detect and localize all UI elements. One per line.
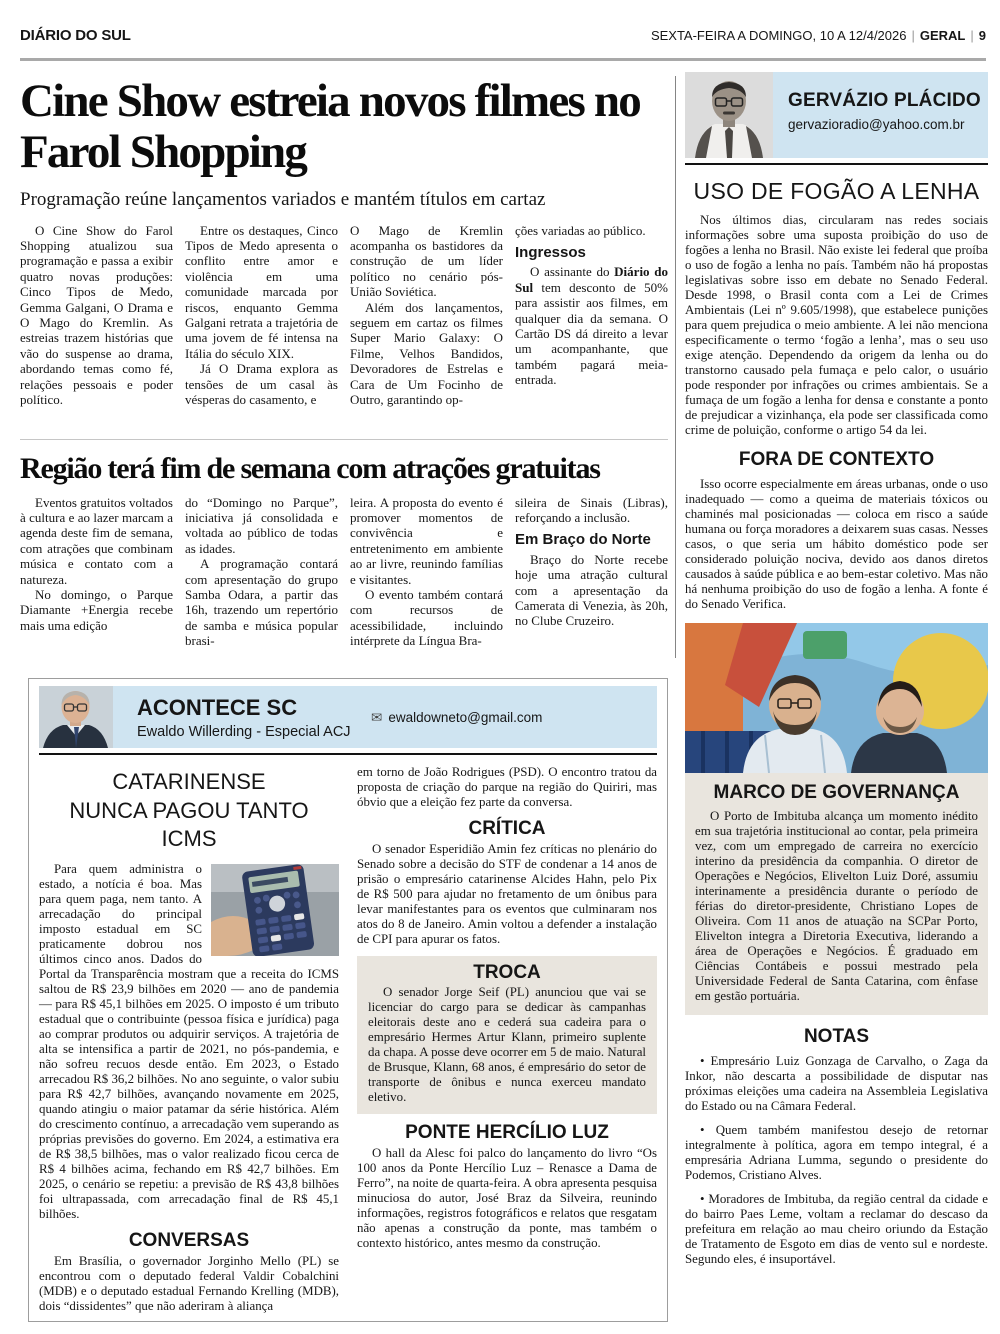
lead-col-2 — [185, 223, 338, 431]
icms-heading-line2: NUNCA PAGOU TANTO ICMS — [69, 797, 309, 852]
columnist-banner — [685, 72, 988, 158]
paragraph: O Mago de Kremlin acompanha os bastidores da construção de um líder político no cenário pós-União Soviética. — [350, 222, 503, 300]
subhead-fora-de-contexto: FORA DE CONTEXTO — [738, 449, 935, 470]
governance-box — [685, 623, 988, 1015]
acontece-byline: Ewaldo Willerding - Especial ACJ — [137, 723, 351, 740]
envelope-icon: ✉ — [371, 710, 383, 725]
author-photo — [39, 686, 113, 748]
paragraph: O Cine Show do Farol Shopping atualizou sua programação e passa a exibir quatro novas produções: Cinco Tipos de Medo, Gemma Galgani, O Drama e O Mago do Kremlin. As estreias trazem histórias que vão do suspense ao drama, abordando temas como fé, relações pessoais e poder político. — [20, 222, 173, 407]
nota-item: • Quem também manifestou desejo de retornar integralmente à política, agora em tempo integral, é a empresária Adriana Lumma, segundo o presidente do Podemos, Cristiano Alves. — [685, 1123, 988, 1182]
subhead-ponte-hercilio-luz: PONTE HERCÍLIO LUZ — [405, 1122, 609, 1143]
main-stories — [20, 70, 668, 661]
acontece-email-text: ewaldowneto@gmail.com — [388, 710, 543, 725]
weekend-col-1 — [20, 495, 173, 661]
weekend-col-3 — [350, 495, 503, 661]
weekend-body — [20, 495, 668, 661]
column-article-title: USO DE FOGÃO A LENHA — [693, 178, 980, 204]
weekend-col-4 — [515, 495, 668, 661]
notas-title: NOTAS — [803, 1026, 870, 1047]
text-run: O assinante do — [530, 264, 615, 280]
paragraph: em torno de João Rodrigues (PSD). O encontro tratou da proposta de criação do parque na região do Quiriri, mas óbvio que a eleição fez parte da conversa. — [357, 765, 657, 809]
subhead-conversas: CONVERSAS — [128, 1229, 250, 1251]
governance-title: MARCO DE GOVERNANÇA — [713, 782, 960, 803]
banner-rule — [685, 163, 988, 165]
paragraph: ções variadas ao público. — [515, 222, 646, 238]
paragraph: Já O Drama explora as tensões de um casal às vésperas do casamento, e — [185, 361, 338, 407]
masthead-rule — [20, 58, 986, 61]
acontece-id — [137, 695, 351, 740]
lead-deck: Programação reúne lançamentos variados e mantém títulos em cartaz — [20, 188, 546, 210]
paragraph: O Porto de Imbituba alcança um momento inédito em sua trajetória institucional ao contar, pela primeira vez, com um empregado de carreira no exercício interino da presidência da companhia. O diretor de Operações e Negócios, Elivelton Luiz Doré, assumiu interinamente a presidência durante o período de férias do diretor-presidente, Christiano Lopes de Oliveira. Com 11 anos de atuação na SCPar Porto, Elivelton integra a Diretoria Executiva, liderando a área de Operações e Negócios. É graduado em Ciências Contábeis e possui mestrado pela Universidade Federal de Santa Catarina, com ênfase em gestão portuária. — [695, 809, 978, 1003]
sidebar-column — [685, 72, 988, 1330]
acontece-col-left — [39, 765, 339, 1314]
paragraph: O evento também contará com recursos de acessibilidade, incluindo intérprete da Língua Bra- — [350, 586, 503, 649]
paragraph: Isso ocorre especialmente em áreas urbanas, onde o uso inadequado — como a queima de materiais tóxicos ou chaminés mal posicionadas — coloca em risco a saúde humana ou força moradores a deixarem suas casas. Nesses casos, o que seria um hábito doméstico pode ser considerado poluição nociva, devido aos danos diretos causados à saúde pública e ao bem-estar coletivo. Mas não há nenhuma proibição do uso de fogão a lenha. A fonte é do Senado Verifica. — [685, 477, 988, 611]
story-divider-rule — [20, 439, 668, 440]
paragraph: leira. A proposta do evento é promover momentos de convivência e entretenimento em ambiente ao ar livre, reunindo famílias e visitantes. — [350, 494, 503, 587]
calculator-photo — [211, 864, 339, 956]
acontece-banner — [39, 686, 657, 748]
subhead-braco-do-norte: Em Braço do Norte — [515, 531, 651, 549]
subhead-critica: CRÍTICA — [468, 818, 546, 839]
column-rule — [675, 76, 676, 658]
paragraph: Em Brasília, o governador Jorginho Mello (PL) se encontrou com o deputado federal Valdir Cobalchini (MDB) e o deputado estadual Fernando Krelling (MDB), dois “dissidentes” que não aderiram à aliança — [39, 1253, 339, 1313]
paragraph — [515, 264, 668, 387]
paper-name: DIÁRIO DO SUL — [20, 27, 131, 44]
nota-item: • Moradores de Imbituba, da região central da cidade e do bairro Paes Leme, voltam a reclamar do descaso da prefeitura em relação ao mau cheiro oriundo da Estação de Tratamento de Esgoto em dias de vento sul e nordeste. Segundo eles, é insuportável. — [685, 1192, 988, 1266]
paragraph: O hall da Alesc foi palco do lançamento do livro “Os 100 anos da Ponte Hercílio Luz – Renasce a Dama de Ferro”, na noite de quarta-feira. A obra apresenta pesquisa minuciosa do autor, José Braz da Silveira, reunindo informações, registros fotográficos e relatos que resgatam não apenas a construção da ponte, mas também o contexto histórico, antes mesmo da construção. — [357, 1146, 657, 1250]
edition-date: SEXTA-FEIRA A DOMINGO, 10 A 12/4/2026 — [650, 28, 907, 43]
paragraph: O senador Esperidião Amin fez críticas no plenário do Senado sobre a decisão do STF de condenar a 14 anos de prisão o empresário catarinense Alcides Hahn, pelo Pix de R$ 500 para ajudar no fretamento de um ônibus para levar manifestantes para os eventos que culminaram nos atos do 8 de Janeiro. Amin voltou a defender a instalação de CPI para apurar os fatos. — [357, 842, 657, 946]
subhead-troca: TROCA — [473, 962, 541, 983]
paragraph: do “Domingo no Parque”, iniciativa já consolidada e voltada ao público de todas as idades. — [185, 494, 338, 556]
weekend-col-2 — [185, 495, 338, 661]
acontece-columns — [39, 765, 657, 1314]
lead-col-3 — [350, 223, 503, 431]
section-label: GERAL — [919, 28, 966, 43]
nota-item: • Empresário Luiz Gonzaga de Carvalho, o Zaga da Inkor, não descarta a possibilidade de disputar nas próximas eleições uma cadeira na Assembleia Legislativa do Estado ou na Câmara Federal. — [685, 1054, 988, 1113]
page-number: 9 — [978, 28, 986, 43]
text-run: tem desconto de 50% para assistir aos filmes, em qualquer dia da semana. O Cartão DS dá direito a levar um acompanhante, que também pagará meia-entrada. — [515, 279, 668, 388]
lead-headline: Cine Show estreia novos filmes no Farol Shopping — [20, 75, 640, 178]
icms-heading-line1: CATARINENSE — [112, 769, 266, 794]
icms-body — [39, 862, 339, 1222]
paragraph: Além dos lançamentos, seguem em cartaz os filmes Super Mario Galaxy: O Filme, Velhos Bandidos, Devoradores de Estrelas e Cara de Um Focinho de Outro, garantindo op- — [350, 299, 503, 407]
text-run-bold: Diário do Sul — [515, 264, 668, 295]
weekend-headline: Região terá fim de semana com atrações gratuitas — [20, 451, 600, 485]
paragraph: A programação contará com apresentação do grupo Samba Odara, a partir das 16h, trazendo um repertório de samba e música popular brasi- — [185, 556, 338, 649]
paragraph: sileira de Sinais (Libras), reforçando a inclusão. — [515, 494, 668, 525]
subhead-ingressos: Ingressos — [515, 243, 586, 261]
governance-photo — [685, 623, 988, 773]
paragraph: No domingo, o Parque Diamante +Energia recebe mais uma edição — [20, 586, 173, 633]
paragraph: Eventos gratuitos voltados à cultura e ao lazer marcam a agenda deste fim de semana, com atrações que combinam música e contato com a natureza. — [20, 494, 173, 587]
edition-info — [651, 28, 986, 43]
columnist-id — [773, 72, 981, 158]
paragraph: Entre os destaques, Cinco Tipos de Medo apresenta o conflito entre amor e violência em uma comunidade marcada por riscos, enquanto Gemma Galgani retrata a trajetória de uma jovem de fé intensa na Itália do século XIX. — [185, 222, 338, 361]
paragraph: Braço do Norte recebe hoje uma atração cultural com a apresentação da Camerata di Venezia, às 20h, no Clube Cruzeiro. — [515, 551, 668, 629]
acontece-title: ACONTECE SC — [137, 694, 298, 720]
acontece-col-right — [357, 765, 657, 1314]
icms-heading — [39, 768, 339, 854]
paragraph: Nos últimos dias, circularam nas redes sociais informações sobre uma suposta proibição do uso de fogões a lenha no Brasil. Não existe lei federal que proíba o uso de fogão a lenha no país. Também não há propostas legislativas sobre isso em debate no Senado Federal. Desde 1998, o Brasil conta com a Lei de Crimes Ambientais (Lei nº 9.605/1998), que estabelece punições para quem prejudica o meio ambiente. A lei não menciona especificamente o termo ‘fogão a lenha’, mas o seu uso exige atenção. Dependendo da origem da lenha ou do transtorno causado pela fumaça e pelo calor, o usuário pode responder por infrações ou crimes ambientais. Se a fumaça de um fogão a lenha for densa e constante a ponto de prejudicar a vizinhança, ela pode ser classificada como crime de poluição, conforme o artigo 54 da lei. — [685, 213, 988, 437]
lead-col-4 — [515, 223, 668, 431]
lead-col-1 — [20, 223, 173, 431]
columnist-name: GERVÁZIO PLÁCIDO — [788, 90, 981, 111]
paragraph: Para quem administra o estado, a notícia é boa. Mas para quem paga, nem tanto. A arrecadação do principal imposto estadual em SC praticamente dobrou nos últimos cinco anos. Dados do Portal da Transparência mostram que a receita do ICMS saltou de R$ 23,9 bilhões em 2020 — ano de pandemia — para R$ 45,1 bilhões em 2025. O imposto é um tributo estadual que o contribuinte (pessoa física e jurídica) paga ao comprar produtos ou adquirir serviços. A trajetória de alta se intensifica a partir de 2021, no pós-pandemia, e não sofreu recuos desde então. Em 2023, o Estado arrecadou R$ 36,2 bilhões. No ano seguinte, o valor subiu para R$ 42,7 bilhões, avançando novamente em 2025, quando atingiu o maior patamar da série histórica. Além do crescimento contínuo, a arrecadação vem superando as próprias previsões do governo. Em 2024, a estimativa era de R$ 38,5 bilhões, mas o valor realizado ficou cerca de R$ 4 bilhões acima, fechando em R$ 42,7 bilhões. Em 2025, o cenário se repetiu: a previsão de R$ 43,8 bilhões foi ultrapassada, com arrecadação final de R$ 45,1 bilhões. — [39, 861, 339, 1221]
acontece-sc-box — [28, 678, 668, 1322]
columnist-photo — [685, 72, 773, 158]
paragraph: O senador Jorge Seif (PL) anunciou que vai se licenciar do cargo para se dedicar às campanhas eleitorais deste ano e cederá sua cadeira para o empresário Hermes Artur Klann, primeiro suplente da chapa. A posse deve ocorrer em 5 de maio. Natural de Brusque, Klann, 68 anos, é empresário do setor de transporte de ônibus e nunca exerceu mandato eletivo. — [368, 985, 646, 1104]
lead-body — [20, 223, 668, 431]
troca-box — [357, 956, 657, 1114]
masthead — [20, 27, 986, 44]
acontece-email — [371, 710, 542, 726]
banner-rule — [39, 753, 657, 755]
separator: | — [970, 28, 974, 43]
columnist-email: gervazioradio@yahoo.com.br — [788, 117, 965, 132]
separator: | — [911, 28, 915, 43]
